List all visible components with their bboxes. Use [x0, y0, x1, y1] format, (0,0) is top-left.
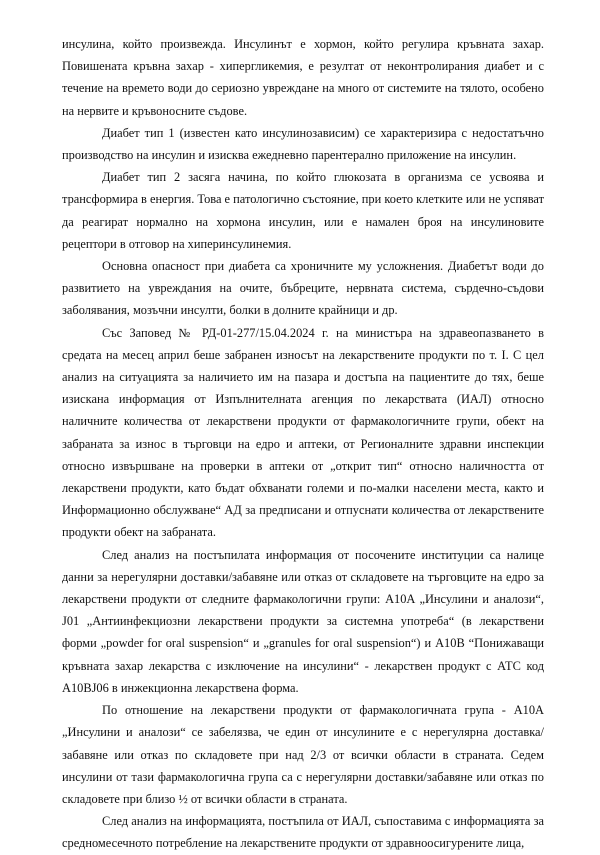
paragraph-7: По отношение на лекарствени продукти от фармакологичната група - A10A „Инсулини и аналози“ се забелязва, че един от инсулините е с нерегулярна доставка/забавяне или отказ по складовете при над 2/3 от всички области в страната. Седем инсулини от тази фармакологична група са с нерегулярни доставки/забавяне или отказ по складовете при близо ½ от всички области в страната. — [62, 703, 544, 806]
document-body — [62, 33, 544, 855]
paragraph-4: Основна опасност при диабета са хроничните му усложнения. Диабетът води до развитието на увреждания на очите, бъбреците, нервната система, сърдечно-съдови заболявания, мозъчни инсулти, болки в долните крайници и др. — [62, 259, 544, 318]
paragraph-2: Диабет тип 1 (известен като инсулинозависим) се характеризира с недостатъчно производство на инсулин и изисква ежедневно парентерално приложение на инсулин. — [62, 125, 544, 163]
paragraph-1: инсулина, който произвежда. Инсулинът е хормон, който регулира кръвната захар. Повишената кръвна захар - хипергликемия, е резултат от неконтролирания диабет и с течение на времето води до сериозно увреждане на много от системите на тялото, особено на нервите и кръвоносните съдове. — [62, 37, 544, 118]
paragraph-5: Със Заповед № РД-01-277/15.04.2024 г. на министъра на здравеопазването в средата на месец април беше забранен износът на лекарствените продукти по т. I. С цел анализ на ситуацията за наличието им на пазара и достъпа на пациентите до тях, беше изискана информация от Изпълнителната агенция по лекарствата (ИАЛ) относно наличните количества от лекарствени продукти от фармакологичните групи, обект на забраната за износ в търговци на едро и аптеки, от Регионалните здравни инспекции относно извършване на проверки в аптеки от „открит тип“ относно наличността от лекарствени продукти, като бъдат обхванати големи и по-малки населени места, както и Информационно обслужване“ АД за предписани и отпуснати количества от лекарствените продукти обект на забраната. — [62, 325, 544, 540]
paragraph-3: Диабет тип 2 засяга начина, по който глюкозата в организма се усвоява и трансформира в енергия. Това е патологично състояние, при което клетките или не успяват да реагират нормално на хормона инсулин, или е намален броя на инсулиновите рецептори в отговор на хиперинсулинемия. — [62, 170, 544, 251]
paragraph-8: След анализ на информацията, постъпила от ИАЛ, съпоставима с информацията за средномесечното потребление на лекарствените продукти от здравноосигурените лица, — [62, 814, 544, 851]
paragraph-6: След анализ на постъпилата информация от посочените институции са налице данни за нерегулярни доставки/забавяне или отказ от складовете на търговците на едро за лекарствени продукти от следните фармакологични групи: A10A „Инсулини и аналози“, J01 „Антиинфекциозни лекарствени продукти за системна употреба“ (в лекарствени форми „powder for oral suspension“ и „granules for oral suspension“) и A10B “Понижаващи кръвната захар лекарства с изключение на инсулини“ - лекарствен продукт с АТС код A10BJ06 в инжекционна лекарствена форма. — [62, 547, 544, 695]
